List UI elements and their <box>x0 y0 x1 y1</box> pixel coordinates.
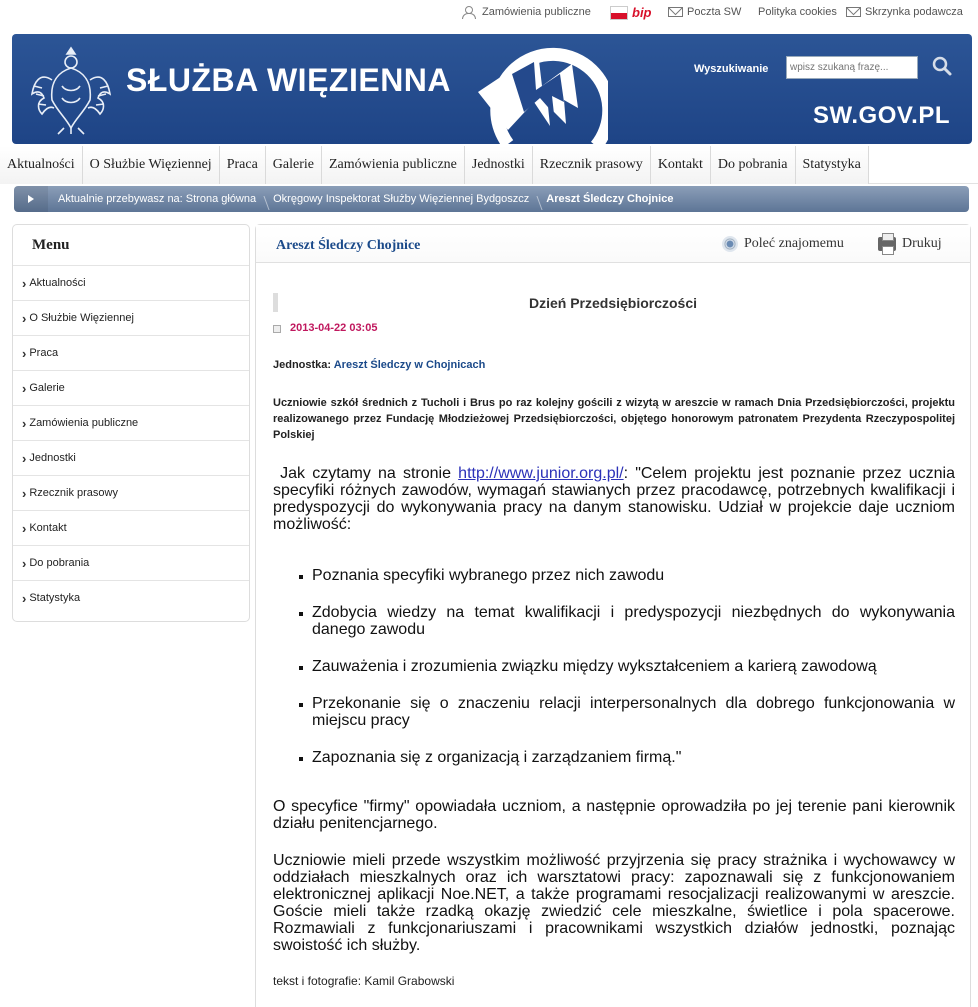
calendar-icon <box>273 325 281 333</box>
article-bullet-list <box>296 567 955 786</box>
sidebar-item-about[interactable]: › O Służbie Więziennej <box>13 300 249 335</box>
main-nav <box>0 146 978 184</box>
unit-title: Areszt Śledczy Chojnice <box>276 238 421 253</box>
bip-link[interactable] <box>610 5 652 20</box>
nav-statistics[interactable]: Statystyka <box>796 146 869 184</box>
article-panel-header <box>256 225 970 263</box>
sidebar-item-units[interactable]: › Jednostki <box>13 440 249 475</box>
sidebar-item-news[interactable]: › Aktualności <box>13 265 249 300</box>
person-icon <box>462 6 478 18</box>
article-title: Dzień Przedsiębiorczości <box>528 295 698 311</box>
article-paragraph-3: Uczniowie mieli przede wszystkim możliwość przyjrzenia się pracy strażnika i wychowawcy w oddziałach mieszkalnych oraz ich warsztatowi pracy: zapoznawali się z funkcjonowaniem elektronicznej aplikacji Noe.NET, a także programami resocjalizacji realizowanymi w areszcie. Goście mieli także rzadką okazję zwiedzić cele mieszkalne, świetlice i pola spacerowe. Rozmawiali z funkcjonariuszami i pracownikami wszystkich działów jednostki, poznając swoistość ich służby. <box>273 852 955 954</box>
utility-bar <box>0 0 978 28</box>
nav-units[interactable]: Jednostki <box>465 146 533 184</box>
junior-link[interactable]: http://www.junior.org.pl/ <box>458 465 624 482</box>
list-item: Przekonanie się o znaczeniu relacji interpersonalnych dla dobrego funkcjonowania w miejscu pracy <box>296 695 955 729</box>
recommend-label: Poleć znajomemu <box>744 236 844 251</box>
mail-label: Poczta SW <box>687 6 742 18</box>
list-item: Zauważenia i zrozumienia związku między wykształceniem a karierą zawodową <box>296 658 955 675</box>
paragraph-1-start: Jak czytamy na stronie <box>280 465 452 482</box>
printer-icon <box>878 237 896 251</box>
site-banner <box>12 34 972 144</box>
article-unit <box>273 359 485 371</box>
mail-link[interactable] <box>668 6 741 18</box>
unit-link[interactable]: Areszt Śledczy w Chojnicach <box>333 359 486 371</box>
article-credit: tekst i fotografie: Kamil Grabowski <box>273 974 455 988</box>
sw-logo-icon <box>468 34 608 144</box>
search-icon[interactable] <box>930 54 954 78</box>
envelope-icon <box>846 7 861 17</box>
search-label: Wyszukiwanie <box>694 63 769 75</box>
unit-label: Jednostka: <box>273 359 332 371</box>
print-button[interactable] <box>878 236 942 252</box>
paragraph-1-rest: : "Celem projektu jest poznanie przez ucznia specyfiki różnych zawodów, wymagań stawianych przez pracodawcę, potrzebnych kwalifikacji i predyspozycji do wykonywania pracy na danym stanowisku. Udział w projekcie daje uczniom możliwość: <box>273 465 956 533</box>
list-item: Zdobycia wiedzy na temat kwalifikacji i predyspozycji niezbędnych do wykonywania danego zawodu <box>296 604 955 638</box>
nav-galleries[interactable]: Galerie <box>266 146 322 184</box>
sidebar-item-press-officer[interactable]: › Rzecznik prasowy <box>13 475 249 510</box>
sidebar-item-contact[interactable]: › Kontakt <box>13 510 249 545</box>
procurement-label: Zamówienia publiczne <box>482 6 591 18</box>
nav-procurement[interactable]: Zamówienia publiczne <box>322 146 465 184</box>
sidebar-item-jobs[interactable]: › Praca <box>13 335 249 370</box>
nav-news[interactable]: Aktualności <box>0 146 83 184</box>
sidebar-title: Menu <box>32 237 70 253</box>
list-item: Zapoznania się z organizacją i zarządzaniem firmą." <box>296 749 955 766</box>
search-input[interactable] <box>786 56 918 79</box>
article-lead: Uczniowie szkół średnich z Tucholi i Brus po raz kolejny gościli z wizytą w areszcie w ramach Dnia Przedsiębiorczości, projektu realizowanego przez Fundację Młodzieżowej Przedsiębiorczości, objętego honorowym patronatem Prezydenta Rzeczypospolitej Polskiej <box>273 397 955 441</box>
breadcrumb-home[interactable]: Aktualnie przebywasz na: Strona główna <box>48 193 263 205</box>
inbox-label: Skrzynka podawcza <box>865 6 963 18</box>
procurement-link[interactable] <box>462 6 591 18</box>
sidebar-menu <box>12 224 250 622</box>
bip-label: bip <box>632 5 652 20</box>
breadcrumb-current: Areszt Śledczy Chojnice <box>546 193 674 205</box>
breadcrumb <box>14 186 969 212</box>
eagle-emblem-icon <box>28 42 114 136</box>
recommend-button[interactable] <box>722 236 844 252</box>
nav-downloads[interactable]: Do pobrania <box>711 146 796 184</box>
nav-press-officer[interactable]: Rzecznik prasowy <box>533 146 651 184</box>
sidebar-item-procurement[interactable]: › Zamówienia publiczne <box>13 405 249 440</box>
article-date: 2013-04-22 03:05 <box>290 322 378 334</box>
brand-title: SŁUŻBA WIĘZIENNA <box>126 62 452 98</box>
inbox-link[interactable] <box>846 6 963 18</box>
list-item: Poznania specyfiki wybranego przez nich zawodu <box>296 567 955 584</box>
cookies-link[interactable] <box>758 6 837 18</box>
sidebar-item-galleries[interactable]: › Galerie <box>13 370 249 405</box>
nav-contact[interactable]: Kontakt <box>651 146 711 184</box>
nav-jobs[interactable]: Praca <box>220 146 266 184</box>
cookies-label: Polityka cookies <box>758 6 837 18</box>
article-paragraph-2: O specyfice "firmy" opowiadała uczniom, a następnie oprowadziła po jej terenie pani kierownik działu penitencjarnego. <box>273 798 955 832</box>
envelope-icon <box>668 7 683 17</box>
breadcrumb-parent[interactable]: Okręgowy Inspektorat Służby Więziennej Bydgoszcz <box>263 193 536 205</box>
domain-label: SW.GOV.PL <box>813 102 950 129</box>
article-paragraph-1 <box>273 465 955 533</box>
article-panel <box>255 224 971 1007</box>
nav-about[interactable]: O Służbie Więziennej <box>83 146 220 184</box>
sidebar-item-statistics[interactable]: › Statystyka <box>13 580 249 615</box>
sidebar-item-downloads[interactable]: › Do pobrania <box>13 545 249 580</box>
print-label: Drukuj <box>902 236 942 251</box>
recommend-icon <box>722 236 738 252</box>
polish-flag-icon <box>610 6 628 20</box>
breadcrumb-arrow-icon <box>14 186 48 212</box>
